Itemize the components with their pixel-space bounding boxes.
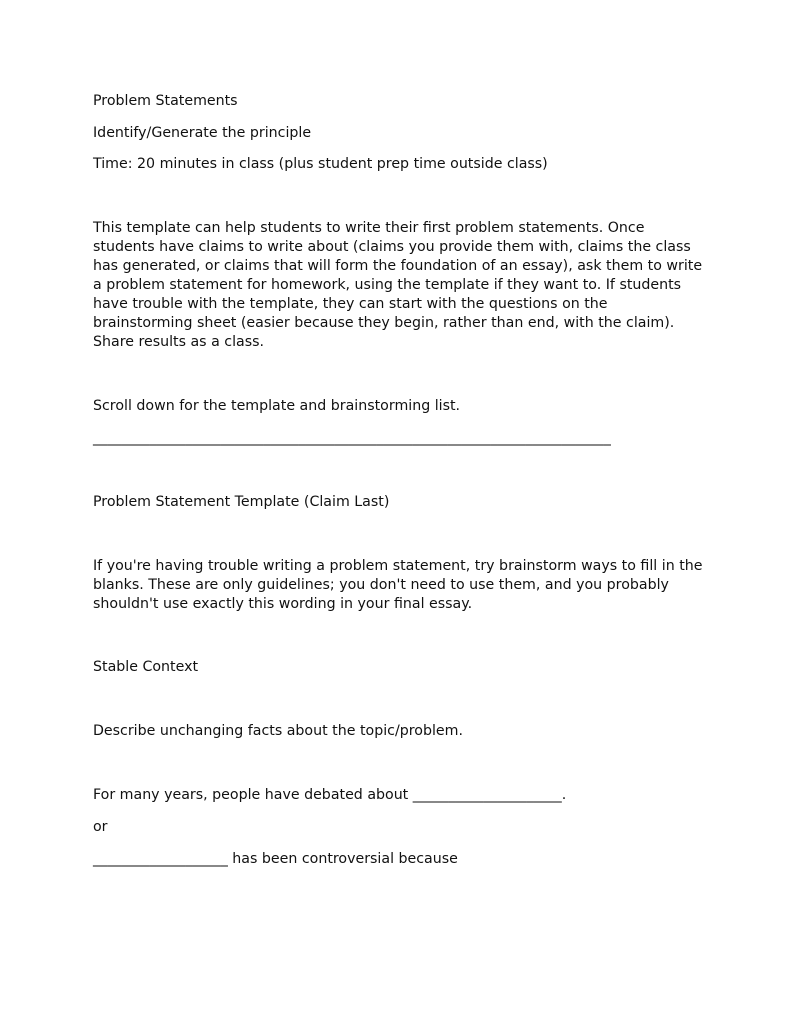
scroll-note: Scroll down for the template and brainstorming list.	[93, 398, 461, 414]
time-note: Time: 20 minutes in class (plus student prep time outside class)	[93, 156, 548, 172]
intro-line: has generated, or claims that will form the foundation of an essay), ask them to write	[93, 258, 703, 274]
document-title: Problem Statements	[93, 93, 238, 109]
intro-paragraph	[93, 219, 703, 352]
document-subtitle: Identify/Generate the principle	[93, 125, 312, 141]
intro-line: a problem statement for homework, using the template if they want to. If students	[93, 277, 682, 293]
intro-line: This template can help students to write their first problem statements. Once	[93, 220, 645, 236]
connector-text: or	[93, 819, 108, 835]
example-sentence-2: ___________________ has been controversial because	[93, 851, 458, 867]
template-intro-line: shouldn't use exactly this wording in your final essay.	[93, 596, 473, 612]
section-heading: Stable Context	[93, 659, 199, 675]
section-description: Describe unchanging facts about the topic/problem.	[93, 723, 463, 739]
intro-line: Share results as a class.	[93, 334, 265, 350]
template-intro-line: blanks. These are only guidelines; you don't need to use them, and you probably	[93, 577, 669, 593]
intro-line: brainstorming sheet (easier because they begin, rather than end, with the claim).	[93, 315, 675, 331]
example-sentence-1: For many years, people have debated about _____________________.	[93, 787, 567, 803]
divider-line: _________________________________________________________________________	[93, 430, 611, 446]
template-intro-line: If you're having trouble writing a problem statement, try brainstorm ways to fill in the	[93, 558, 703, 574]
intro-line: have trouble with the template, they can start with the questions on the	[93, 296, 608, 312]
template-heading: Problem Statement Template (Claim Last)	[93, 494, 390, 510]
template-intro-paragraph	[93, 557, 703, 614]
intro-line: students have claims to write about (claims you provide them with, claims the class	[93, 239, 691, 255]
